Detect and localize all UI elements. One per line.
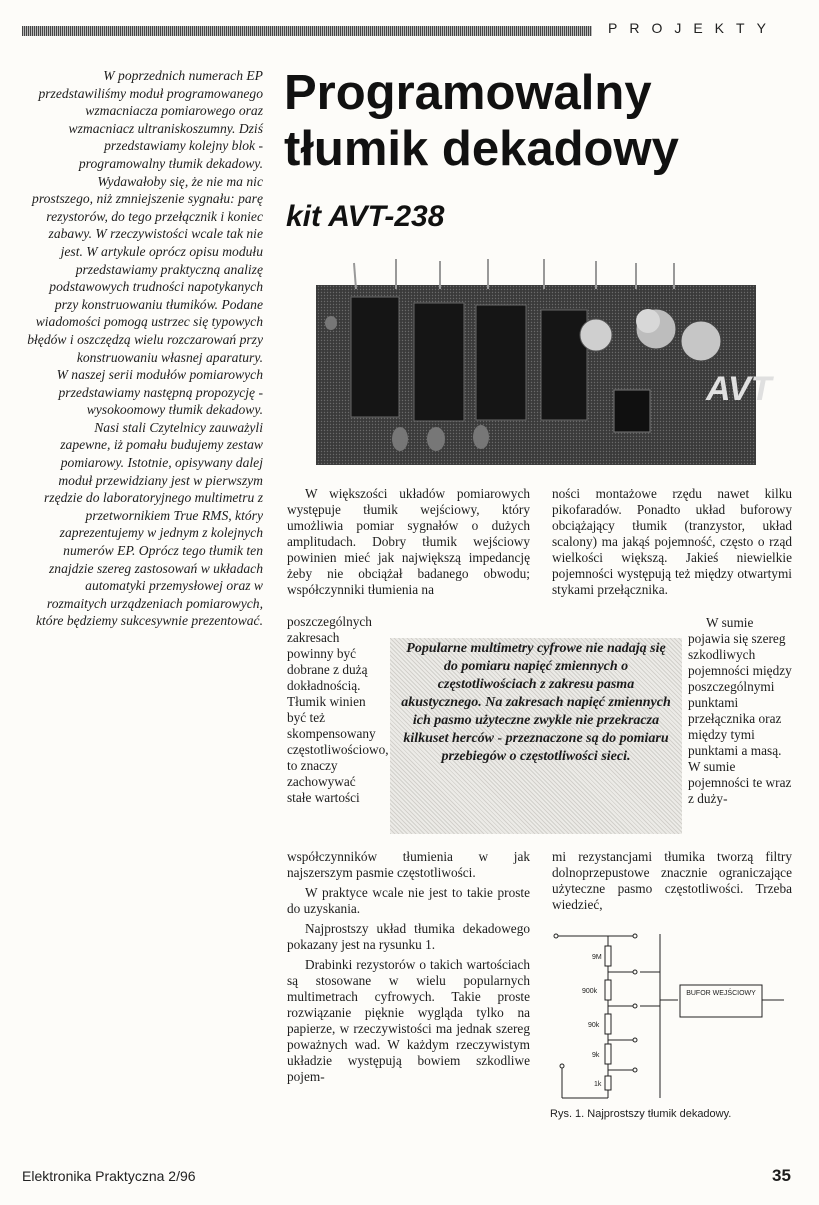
figure-caption: Rys. 1. Najprostszy tłumik dekadowy.	[550, 1108, 732, 1120]
article-title	[284, 65, 804, 177]
intro-paragraph: Wydawałoby się, że nie ma nic prostszego, niż zmniejszenie sygnału: parę rezystorów, do tego przełącznik i koniec zabawy. W rzeczywistości wcale tak nie jest. W artykule oprócz opisu modułu przedstawiamy praktyczną analizę podstawowych trudności napotykanych przy konstruowaniu tłumików. Podane wiadomości pomogą ustrzec się typowych błędów i oszczędzą wielu rozczarowań przy konstruowaniu własnej aparatury.	[27, 173, 263, 365]
header-rule	[22, 26, 592, 36]
article-text-col1-narrow	[287, 614, 389, 806]
resistor-90k	[605, 1014, 611, 1034]
kit-subtitle: kit AVT-238	[286, 200, 445, 233]
page-number: 35	[772, 1166, 791, 1185]
title-line: Programowalny	[284, 66, 652, 120]
resistor-9k	[605, 1044, 611, 1064]
resistor-label: 9M	[592, 954, 602, 961]
intro-paragraph: W naszej serii modułów pomiarowych przedstawiamy następną propozycję - wysokoomowy tłumik dekadowy.	[56, 367, 263, 418]
intro-paragraph: W poprzednich numerach EP przedstawiliśmy moduł programowanego wzmacniacza pomiarowego oraz wzmacniacz ultraniskoszumny. Dziś przedstawiamy kolejny blok - programowalny tłumik dekadowy.	[38, 68, 263, 171]
intro-paragraph: Nasi stali Czytelnicy zauważyli zapewne, iż pomału budujemy zestaw pomiarowy. Istotnie, opisywany dalej moduł przewidziany jest w pierwszym rzędzie do laboratoryjnego multimetru z przetwornikiem True RMS, który zaprezentujemy w jednym z kolejnych numerów EP. Oprócz tego tłumik ten znajdzie szereg zastosowań w układach automatyki przemysłowej oraz w rozmaitych urządzeniach pomiarowych, które będziemy sukcesywnie prezentować.	[36, 419, 263, 629]
footer-magazine: Elektronika Praktyczna 2/96	[22, 1168, 196, 1184]
article-text-col2-narrow	[688, 615, 792, 807]
intro-text	[25, 67, 263, 630]
paragraph: mi rezystancjami tłumika tworzą filtry dolnoprzepustowe znacznie ograniczające użyteczne pasmo częstotliwości. Trzeba wiedzieć,	[552, 849, 792, 912]
paragraph: współczynników tłumienia w jak najszerszym pasmie częstotliwości.	[287, 849, 530, 880]
paragraph: W praktyce wcale nie jest to takie proste do uzyskania.	[287, 885, 530, 916]
svg-text:AVT: AVT	[706, 370, 772, 408]
resistor-label: 90k	[588, 1022, 600, 1029]
attenuator-diagram	[548, 930, 798, 1100]
paragraph: Drabinki rezystorów o takich wartościach są stosowane w wielu popularnych multimetrach cyfrowych. Takie proste rozwiązanie pięknie wygląda tylko na papierze, w rzeczywistości ma jednak szereg poważnych wad. W każdym rzeczywistym układzie występują bowiem szkodliwe pojem-	[287, 957, 530, 1084]
paragraph: ności montażowe rzędu nawet kilku pikofaradów. Ponadto układ buforowy obciążający tłumik (tranzystor, układ scalony) ma jakąś pojemność, często o rząd wielkości większą. Jakieś niewielkie pojemności występują też między otwartymi stykami przełącznika.	[552, 486, 792, 597]
paragraph: W większości układów pomiarowych występuje tłumik wejściowy, który umożliwia pomiar sygnałów o dużych amplitudach. Dobry tłumik wejściowy powinien mieć jak największą impedancję żeby nie obciążał badanego obwodu; współczynniki tłumienia na	[287, 486, 530, 597]
paragraph: W sumie pojawia się szereg szkodliwych pojemności między poszczególnymi punktami przełącznika oraz między tymi punktami a masą. W sumie pojemności te wraz z duży-	[688, 615, 792, 806]
resistor-label: 9k	[592, 1052, 600, 1059]
buffer-label: BUFOR WEJŚCIOWY	[686, 990, 756, 997]
pcb-photo	[296, 255, 772, 477]
resistor-label: 900k	[582, 988, 598, 995]
resistor-label: 1k	[594, 1081, 602, 1088]
resistor-900k	[605, 980, 611, 1000]
resistor-9M	[605, 946, 611, 966]
article-text-col1-bottom	[287, 849, 530, 1085]
article-text-col2-top	[552, 486, 792, 598]
paragraph: Najprostszy układ tłumika dekadowego pokazany jest na rysunku 1.	[287, 921, 530, 952]
resistor-1k	[605, 1076, 611, 1090]
title-line: tłumik dekadowy	[284, 122, 679, 176]
article-text-col2-bottom	[552, 849, 792, 913]
section-label: PROJEKTY	[608, 20, 778, 36]
article-text-col1-top	[287, 486, 530, 598]
paragraph: poszczególnych zakresach powinny być dobrane z dużą dokładnością. Tłumik winien być też skompensowany częstotliwościowo, to znaczy zachowywać stałe wartości	[287, 614, 389, 805]
pull-quote: Popularne multimetry cyfrowe nie nadają się do pomiaru napięć zmiennych o częstotliwościach z zakresu pasma akustycznego. Na zakresach napięć zmiennych ich pasmo użyteczne zwykle nie przekracza kilkuset herców - przeznaczone są do pomiaru przebiegów o częstotliwości sieci.	[390, 638, 682, 834]
